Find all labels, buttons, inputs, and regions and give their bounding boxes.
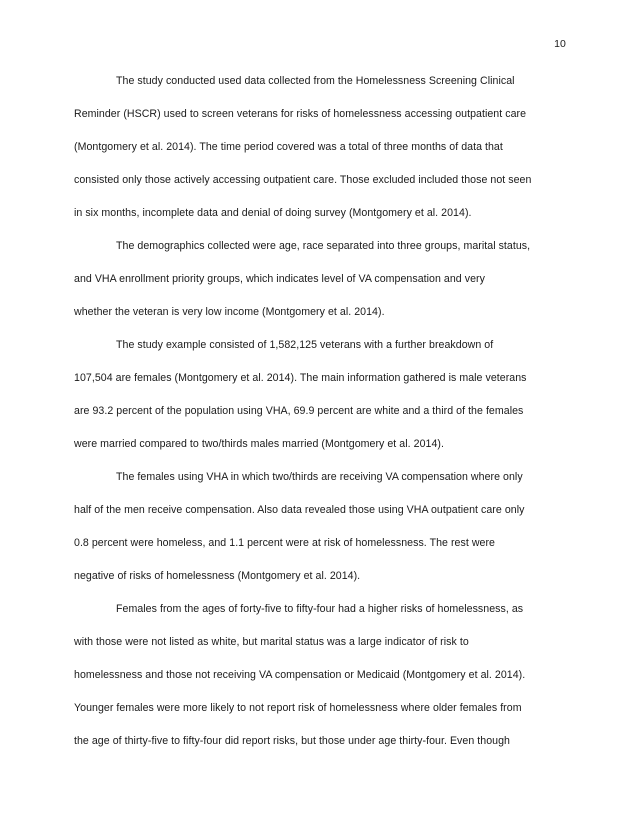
text-line: and VHA enrollment priority groups, which indicates level of VA compensation and very <box>74 273 485 285</box>
paragraph-5 <box>74 598 566 763</box>
text-line: with those were not listed as white, but marital status was a large indicator of risk to <box>74 636 469 648</box>
text-line: The study conducted used data collected from the Homelessness Screening Clinical <box>116 75 515 87</box>
text-line: consisted only those actively accessing outpatient care. Those excluded included those not seen <box>74 174 532 186</box>
text-line: homelessness and those not receiving VA compensation or Medicaid (Montgomery et al. 2014). <box>74 669 526 681</box>
text-line: the age of thirty-five to fifty-four did report risks, but those under age thirty-four. Even though <box>74 735 510 747</box>
paragraph-1 <box>74 70 566 235</box>
text-line: are 93.2 percent of the population using VHA, 69.9 percent are white and a third of the females <box>74 405 524 417</box>
body-text <box>74 70 566 763</box>
text-line: whether the veteran is very low income (Montgomery et al. 2014). <box>74 306 385 318</box>
text-line: Reminder (HSCR) used to screen veterans for risks of homelessness accessing outpatient care <box>74 108 527 120</box>
paragraph-4 <box>74 466 566 598</box>
paragraph-2 <box>74 235 566 334</box>
text-line: were married compared to two/thirds males married (Montgomery et al. 2014). <box>74 438 444 450</box>
page-number: 10 <box>554 38 566 50</box>
text-line: The demographics collected were age, race separated into three groups, marital status, <box>116 240 531 252</box>
text-line: negative of risks of homelessness (Montgomery et al. 2014). <box>74 570 361 582</box>
text-line: 0.8 percent were homeless, and 1.1 percent were at risk of homelessness. The rest were <box>74 537 495 549</box>
text-line: in six months, incomplete data and denial of doing survey (Montgomery et al. 2014). <box>74 207 472 219</box>
text-line: half of the men receive compensation. Also data revealed those using VHA outpatient care only <box>74 504 525 516</box>
paragraph-3 <box>74 334 566 466</box>
text-line: The females using VHA in which two/thirds are receiving VA compensation where only <box>116 471 523 483</box>
text-line: (Montgomery et al. 2014). The time period covered was a total of three months of data that <box>74 141 503 153</box>
text-line: The study example consisted of 1,582,125 veterans with a further breakdown of <box>116 339 494 351</box>
text-line: 107,504 are females (Montgomery et al. 2014). The main information gathered is male veterans <box>74 372 527 384</box>
text-line: Younger females were more likely to not report risk of homelessness where older females from <box>74 702 522 714</box>
text-line: Females from the ages of forty-five to fifty-four had a higher risks of homelessness, as <box>116 603 524 615</box>
